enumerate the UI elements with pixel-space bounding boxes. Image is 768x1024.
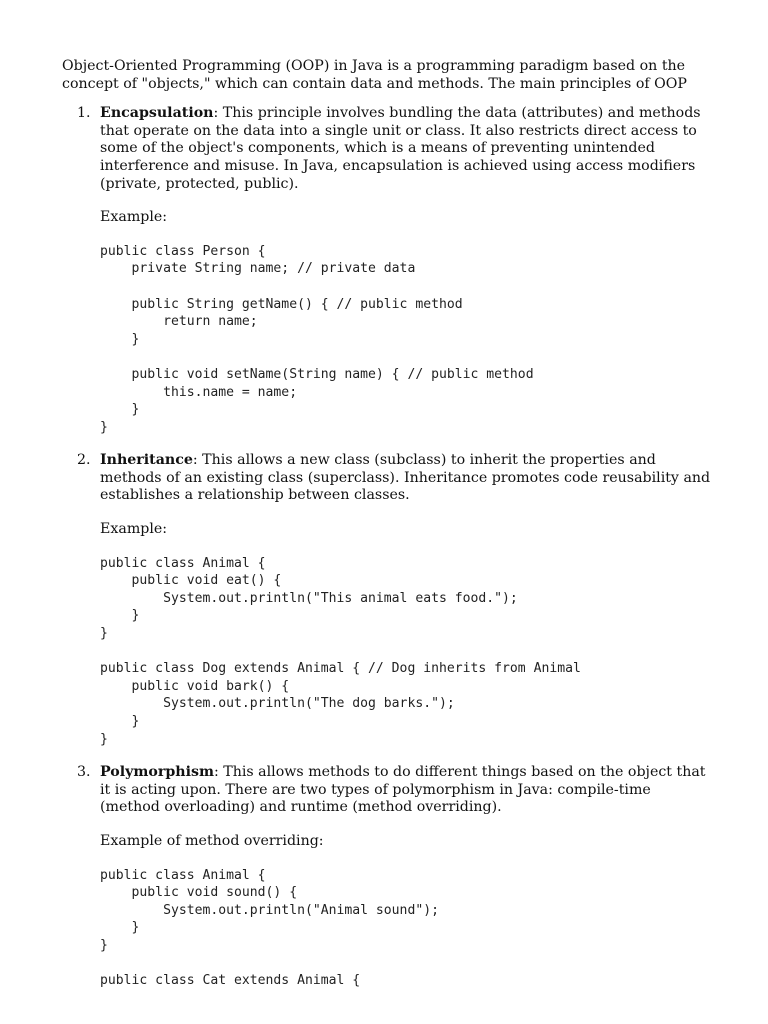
principle-text: : This allows a new class (subclass) to inherit the properties and methods of an existing class (superclass). Inheritance promotes code reusability and establishes a relationship between classes. [100,452,711,504]
code-block: public class Person { private String name; // private data public String getName() { // public method return name; } public void setName(String name) { // public method this.name = name; } } [100,243,534,435]
list-number: 1. [77,105,91,122]
principle-inheritance [62,452,712,748]
example-label: Example: [100,521,168,538]
principle-description [100,452,712,505]
principle-text: : This allows methods to do different things based on the object that it is acting upon. There are two types of polymorphism in Java: compile-time (method overloading) and runtime (method overriding). [100,764,706,816]
example-label: Example of method overriding: [100,832,324,849]
document-page [62,58,712,1006]
principles-list [62,105,712,990]
list-number: 3. [77,764,91,781]
list-number: 2. [77,452,91,469]
principle-term: Polymorphism [100,764,214,781]
principle-description [100,764,712,817]
code-block: public class Animal { public void eat() { System.out.println("This animal eats food."); } } public class Dog extends Animal { // Dog inherits from Animal public void bark() { System.out.println("The dog barks."); } } [100,555,581,747]
principle-term: Inheritance [100,452,193,469]
principle-text: : This principle involves bundling the data (attributes) and methods that operate on the data into a single unit or class. It also restricts direct access to some of the object's components, which is a means of preventing unintended interference and misuse. In Java, encapsulation is achieved using access modifiers (private, protected, public). [100,105,701,192]
example-label: Example: [100,209,168,226]
principle-encapsulation [62,105,712,436]
principle-polymorphism [62,764,712,990]
principle-description [100,105,712,193]
principle-term: Encapsulation [100,105,214,122]
code-block: public class Animal { public void sound() { System.out.println("Animal sound"); } } public class Cat extends Animal { [100,867,439,989]
intro-paragraph: Object-Oriented Programming (OOP) in Java is a programming paradigm based on the concept of "objects," which can contain data and methods. The main principles of OOP [62,58,687,92]
